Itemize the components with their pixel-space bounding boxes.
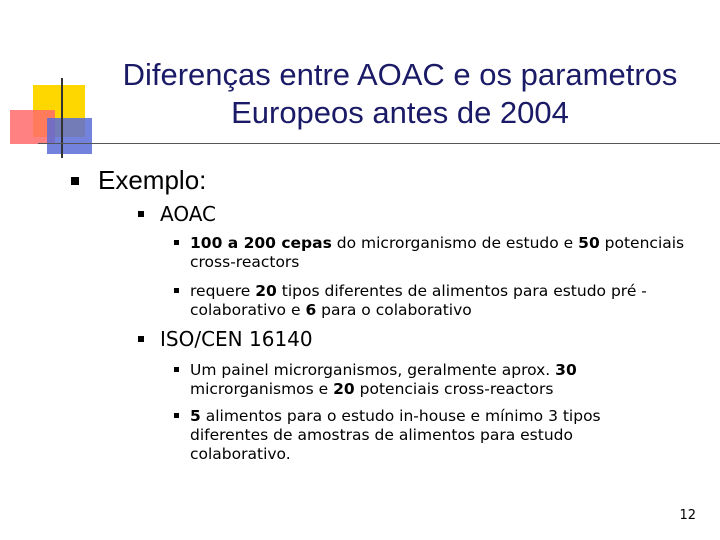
text-bold: 50 [578, 234, 600, 252]
iso-label: ISO/CEN 16140 [160, 327, 313, 351]
text-bold: 100 a 200 cepas [190, 234, 332, 252]
square-bullet-icon [71, 177, 79, 185]
text: potenciais cross-reactors [354, 380, 554, 398]
page-number: 12 [679, 508, 696, 523]
list-item-iso [160, 327, 313, 351]
decor-horizontal-line [38, 143, 720, 144]
slide-title-line2: Europeos antes de 2004 [231, 95, 569, 130]
text: alimentos para o estudo in-house e mínimo 3 tipos diferentes de amostras de alimentos para estudo colaborativo. [190, 407, 601, 463]
text: para o colaborativo [316, 301, 472, 319]
text-bold: 30 [555, 361, 577, 379]
text-bold: 20 [333, 380, 355, 398]
text: microrganismos e [190, 380, 334, 398]
slide-title [100, 56, 700, 132]
decor-vertical-line [61, 78, 63, 158]
square-bullet-icon [174, 367, 179, 372]
square-bullet-icon [174, 413, 179, 418]
text: do microrganismo de estudo e [331, 234, 579, 252]
text: Um painel microrganismos, geralmente aprox. [190, 361, 556, 379]
text: requere [190, 282, 256, 300]
list-item-aoac [160, 202, 216, 226]
list-item-aoac-cepas [190, 234, 690, 272]
list-item-iso-painel [190, 361, 670, 399]
slide-title-line1: Diferenças entre AOAC e os parametros [122, 57, 678, 92]
text-bold: 20 [255, 282, 277, 300]
square-bullet-icon [138, 211, 144, 217]
list-item-exemplo [98, 165, 206, 196]
list-item-iso-alimentos [190, 407, 660, 464]
aoac-label: AOAC [160, 202, 217, 226]
text: potenciais cross-reactors [190, 234, 685, 271]
text: tipos diferentes de alimentos para estudo pré -colaborativo e [190, 282, 647, 319]
text-bold: 5 [190, 407, 201, 425]
square-bullet-icon [138, 336, 144, 342]
text-bold: 6 [305, 301, 317, 319]
decor-blue-square [47, 118, 92, 154]
square-bullet-icon [174, 288, 179, 293]
list-item-aoac-alimentos [190, 282, 690, 320]
exemplo-label: Exemplo: [98, 165, 207, 195]
square-bullet-icon [174, 240, 179, 245]
